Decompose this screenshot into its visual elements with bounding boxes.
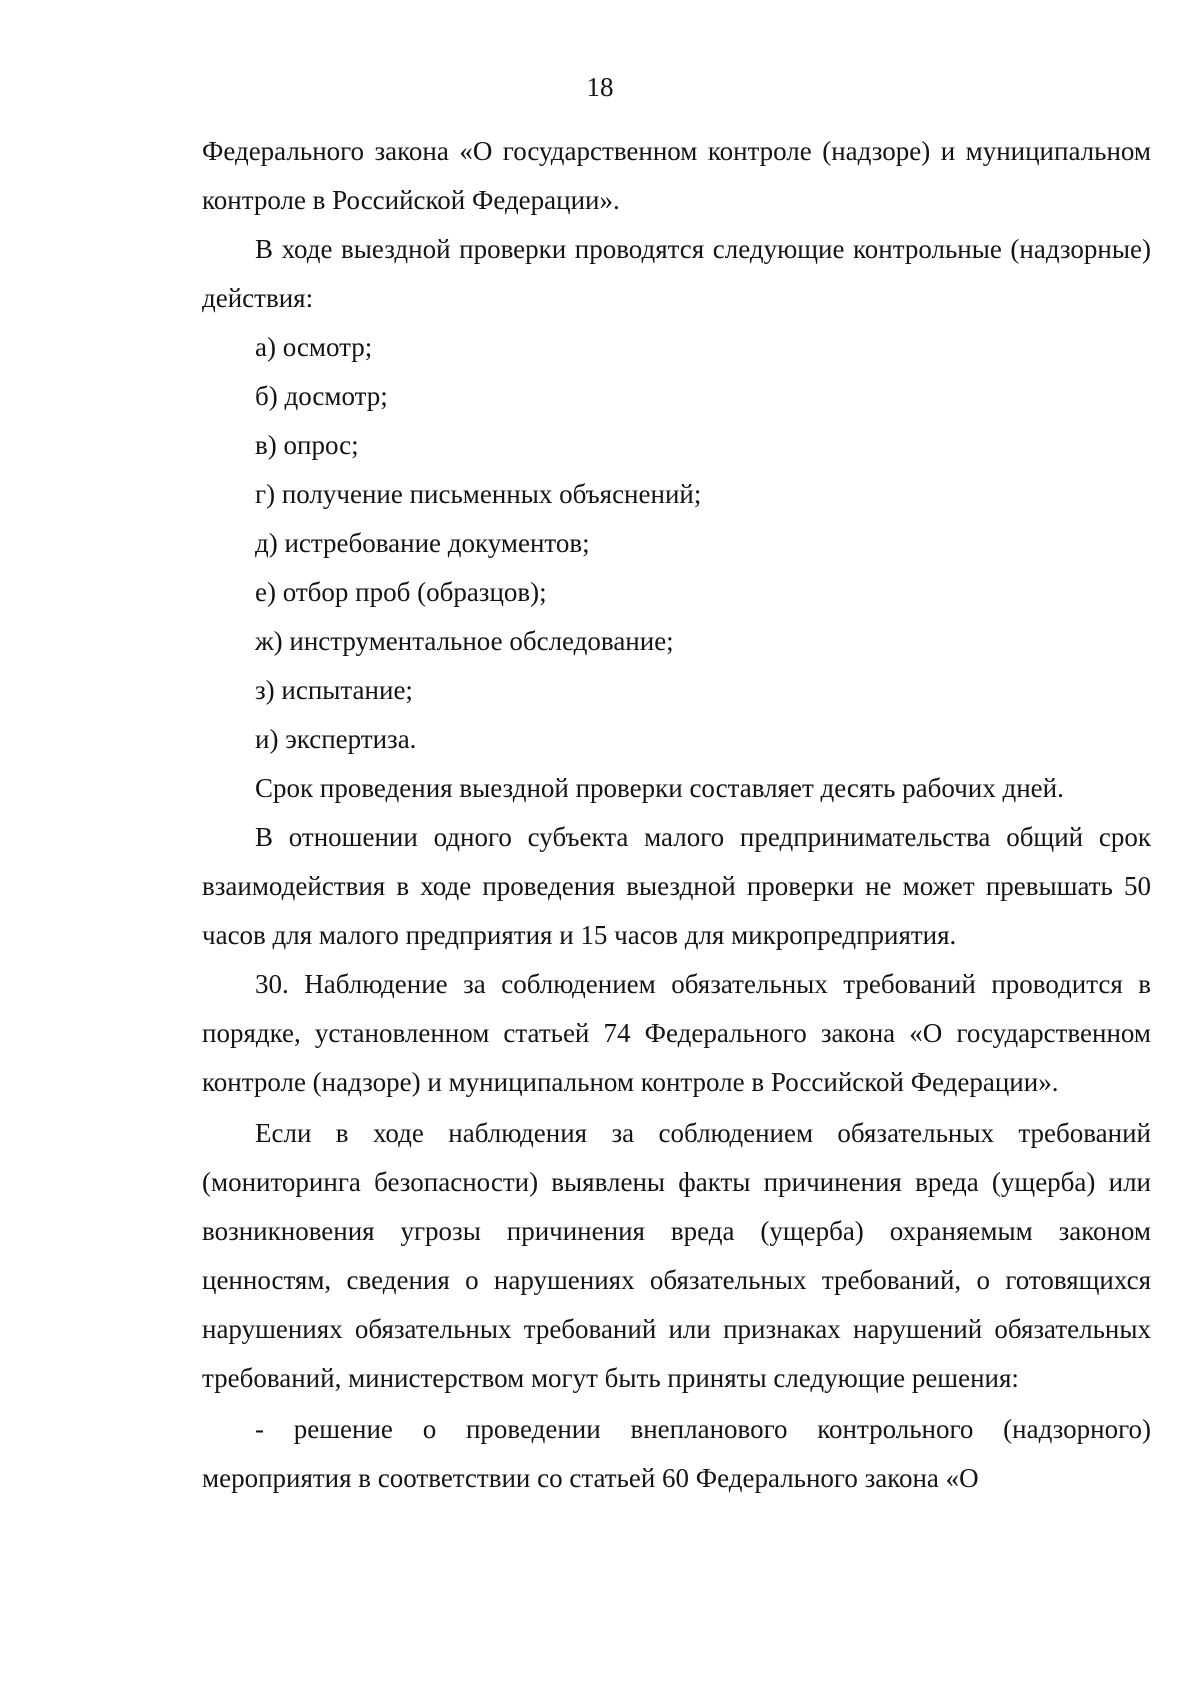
paragraph-unscheduled-inspection-decision: - решение о проведении внепланового контрольного (надзорного) мероприятия в соответствии со статьей 60 Федерального закона «О [202, 1414, 1151, 1493]
list-item: б) досмотр; [255, 381, 388, 411]
paragraph-small-business-limit: В отношении одного субъекта малого предпринимательства общий срок взаимодействия в ходе проведения выездной проверки не может превышать 50 часов для малого предприятия и 15 часов для микропредприятия. [202, 822, 1151, 950]
list-item: г) получение письменных объяснений; [255, 479, 702, 509]
document-body [202, 127, 1151, 1503]
paragraph-monitoring-decisions: Если в ходе наблюдения за соблюдением обязательных требований (мониторинга безопасности) выявлены факты причинения вреда (ущерба) или возникновения угрозы причинения вреда (ущерба) охраняемым законом ценностям, сведения о нарушениях обязательных требований, о готовящихся нарушениях обязательных требований или признаках нарушений обязательных требований, министерством могут быть приняты следующие решения: [202, 1118, 1151, 1393]
paragraph-inspection-actions-intro: В ходе выездной проверки проводятся следующие контрольные (надзорные) действия: [202, 234, 1151, 313]
list-item: е) отбор проб (образцов); [255, 577, 547, 607]
list-item: з) испытание; [255, 675, 413, 705]
list-item: в) опрос; [255, 430, 359, 460]
list-item: ж) инструментальное обследование; [255, 626, 674, 656]
list-item: а) осмотр; [255, 332, 373, 362]
page-number: 18 [586, 72, 614, 102]
list-item: и) экспертиза. [255, 724, 417, 754]
paragraph-section-30-monitoring: 30. Наблюдение за соблюдением обязательных требований проводится в порядке, установленном статьей 74 Федерального закона «О государственном контроле (надзоре) и муниципальном контроле в Российской Федерации». [202, 969, 1151, 1097]
inspection-actions-list [202, 323, 1151, 764]
paragraph-inspection-duration: Срок проведения выездной проверки составляет десять рабочих дней. [255, 773, 1064, 803]
paragraph-federal-law-reference: Федерального закона «О государственном контроле (надзоре) и муниципальном контроле в Российской Федерации». [202, 136, 1151, 215]
list-item: д) истребование документов; [255, 528, 590, 558]
